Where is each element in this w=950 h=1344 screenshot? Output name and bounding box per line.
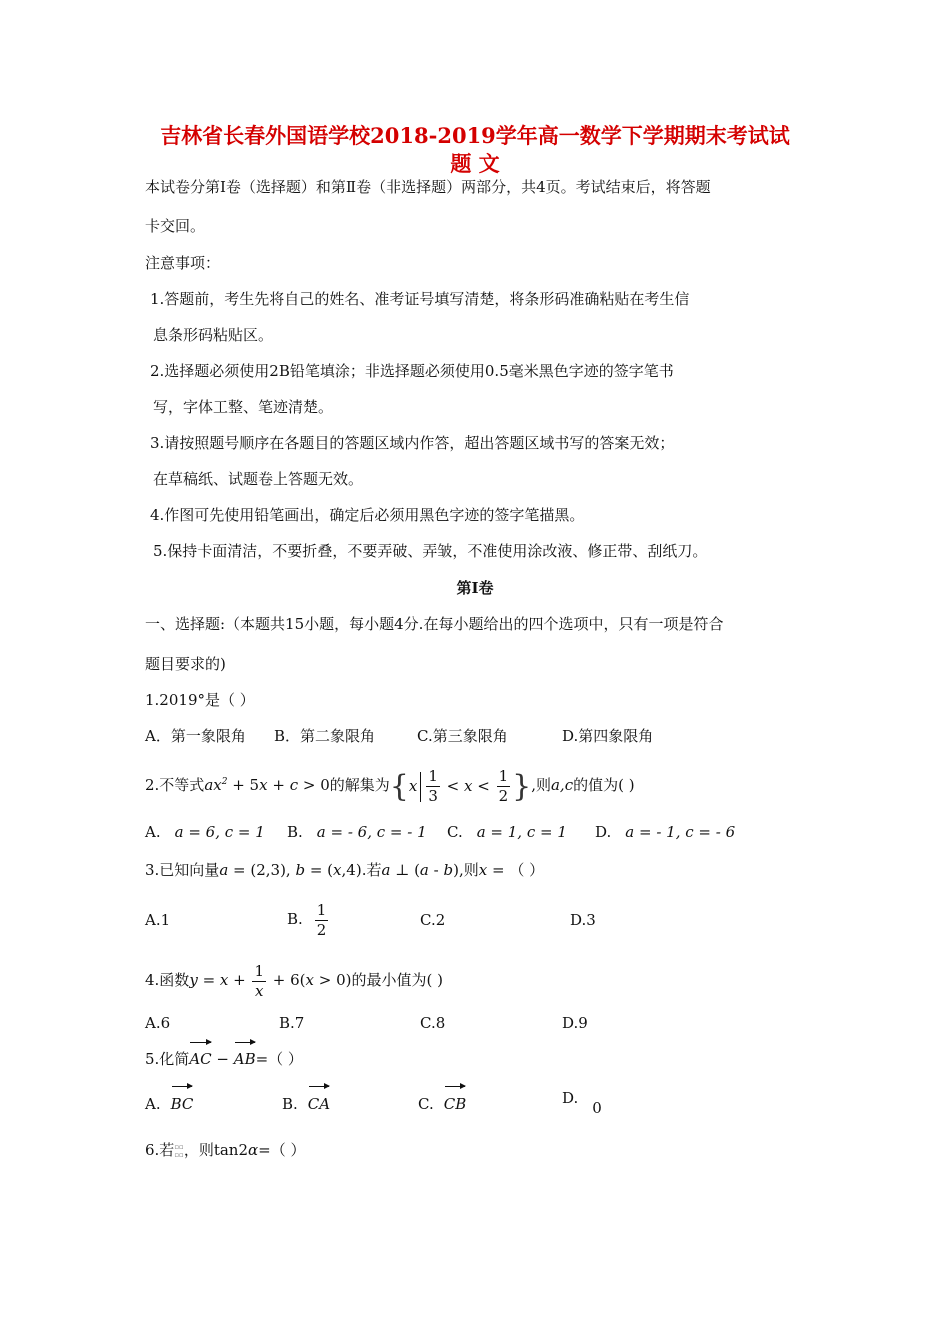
q3-stem xyxy=(145,860,544,880)
notice-line-1: 1.答题前，考生先将自己的姓名、准考证号填写清楚，将条形码准确粘贴在考生信 xyxy=(150,290,690,308)
q3-unknown: x = xyxy=(478,861,510,879)
q5-option-d-label: D. xyxy=(562,1089,579,1107)
notice-line-3: 2.选择题必须使用2B铅笔填涂；非选择题必须使用0.5毫米黑色字迹的签字笔书 xyxy=(150,362,674,380)
q5-option-b-label: B. xyxy=(282,1095,298,1113)
q5-option-c xyxy=(418,1084,466,1118)
q5-prefix: 5.化简 xyxy=(145,1050,190,1068)
q3-prefix: 3.已知向量 xyxy=(145,861,220,879)
q2-option-d-label: D. xyxy=(595,823,612,841)
intro-line-2: 卡交回。 xyxy=(145,217,206,235)
q2-option-d xyxy=(595,822,735,842)
q6-mid: ，则 xyxy=(183,1141,214,1159)
q6-missing-formula-image: ▫▫ ▫▫ xyxy=(174,1143,184,1159)
q2-end: 的值为( ) xyxy=(573,776,635,794)
exam-title-line-2: 题 文 xyxy=(450,151,500,176)
q4-end: 的最小值为( ) xyxy=(351,971,443,989)
q5-option-d-zero: 0 xyxy=(592,1099,602,1117)
q3-option-d: D.3 xyxy=(570,911,596,929)
notice-line-4: 写，字体工整、笔迹清楚。 xyxy=(153,398,334,416)
q1-option-c: C.第三象限角 xyxy=(417,727,508,745)
q2-suffix: ,则 xyxy=(531,776,551,794)
q5-option-a-label: A. xyxy=(145,1095,161,1113)
q3-option-b-fraction: $\frac{1}{2}$ xyxy=(316,900,327,939)
q5-option-b-vector: CA xyxy=(308,1084,330,1118)
q1-stem: 1.2019°是（ ） xyxy=(145,691,255,709)
q5-vector-ab: AB xyxy=(234,1040,256,1072)
q4-option-d: D.9 xyxy=(562,1014,588,1032)
q3-suffix: ,则 xyxy=(458,861,479,879)
q3-end: （ ） xyxy=(509,861,545,879)
q2-mid: 的解集为 xyxy=(329,776,390,794)
q2-stem xyxy=(145,762,635,807)
q2-solution-set: {x $\frac{1}{3}$ < x < $\frac{1}{2}$ } xyxy=(389,767,532,805)
q2-option-c xyxy=(447,822,567,842)
q3-option-b xyxy=(287,898,330,940)
q3-condition: a ⊥ (a - b) xyxy=(381,861,459,879)
q3-vectors: a = (2,3), b = (x,4) xyxy=(219,861,362,879)
q1-option-d: D.第四象限角 xyxy=(562,727,654,745)
q5-vector-ac: AC xyxy=(189,1040,211,1072)
section-heading: 第Ⅰ卷 xyxy=(456,579,494,597)
notice-line-7: 4.作图可先使用铅笔画出，确定后必须用黑色字迹的签字笔描黑。 xyxy=(150,506,585,524)
notice-heading: 注意事项： xyxy=(145,254,221,272)
q6-expression: tan2α xyxy=(213,1141,259,1159)
q5-option-c-vector: CB xyxy=(444,1084,467,1118)
q2-option-c-value: a = 1, c = 1 xyxy=(476,823,567,841)
q2-vars: a,c xyxy=(550,776,574,794)
q2-option-b xyxy=(287,822,427,842)
q5-end: =（ ） xyxy=(255,1050,303,1068)
q2-option-c-label: C. xyxy=(447,823,463,841)
q2-prefix: 2.不等式 xyxy=(145,776,205,794)
q4-function: y = x + $\frac{1}{x}$ + 6(x > 0) xyxy=(189,961,352,1000)
section-instructions-2: 题目要求的) xyxy=(145,655,226,673)
q6-prefix: 6.若 xyxy=(145,1141,175,1159)
exam-title-line-1: 吉林省长春外国语学校2018-2019学年高一数学下学期期末考试试 xyxy=(160,123,790,148)
q2-option-b-value: a = - 6, c = - 1 xyxy=(316,823,427,841)
q6-stem xyxy=(145,1140,306,1160)
notice-line-8: 5.保持卡面清洁，不要折叠，不要弄破、弄皱，不准使用涂改液、修正带、刮纸刀。 xyxy=(153,542,708,560)
q4-option-a: A.6 xyxy=(145,1014,171,1032)
q5-option-a-vector: BC xyxy=(171,1084,194,1118)
q5-option-b xyxy=(282,1084,330,1118)
notice-line-2: 息条形码粘贴区。 xyxy=(153,326,274,344)
q2-option-a-label: A. xyxy=(145,823,161,841)
q3-option-a: A.1 xyxy=(145,911,171,929)
intro-line-1: 本试卷分第Ⅰ卷（选择题）和第Ⅱ卷（非选择题）两部分，共4页。考试结束后，将答题 xyxy=(145,178,711,196)
q3-mid: .若 xyxy=(361,861,382,879)
section-instructions-1: 一、选择题:（本题共15小题，每小题4分.在每小题给出的四个选项中，只有一项是符合 xyxy=(145,615,724,633)
notice-line-6: 在草稿纸、试题卷上答题无效。 xyxy=(153,470,364,488)
q5-option-c-label: C. xyxy=(418,1095,434,1113)
q2-option-a xyxy=(145,822,265,842)
q6-end: =（ ） xyxy=(258,1141,306,1159)
q3-option-c: C.2 xyxy=(420,911,446,929)
q1-option-b: B．第二象限角 xyxy=(274,727,376,745)
q2-option-d-value: a = - 1, c = - 6 xyxy=(625,823,736,841)
q3-option-b-label: B. xyxy=(287,910,303,928)
q4-option-c: C.8 xyxy=(420,1014,446,1032)
q4-prefix: 4.函数 xyxy=(145,971,190,989)
q4-option-b: B.7 xyxy=(279,1014,305,1032)
q5-option-d xyxy=(562,1084,602,1117)
q5-stem: 5.化简AC − AB=（ ） xyxy=(145,1040,303,1072)
q2-option-b-label: B. xyxy=(287,823,303,841)
q5-option-a xyxy=(145,1084,193,1118)
q2-option-a-value: a = 6, c = 1 xyxy=(174,823,265,841)
q1-option-a: A．第一象限角 xyxy=(145,727,246,745)
notice-line-5: 3.请按照题号顺序在各题目的答题区域内作答，超出答题区域书写的答案无效； xyxy=(150,434,675,452)
q2-inequality: $ax^2 + 5x + c > 0$ xyxy=(204,776,330,794)
q4-stem xyxy=(145,958,443,1002)
